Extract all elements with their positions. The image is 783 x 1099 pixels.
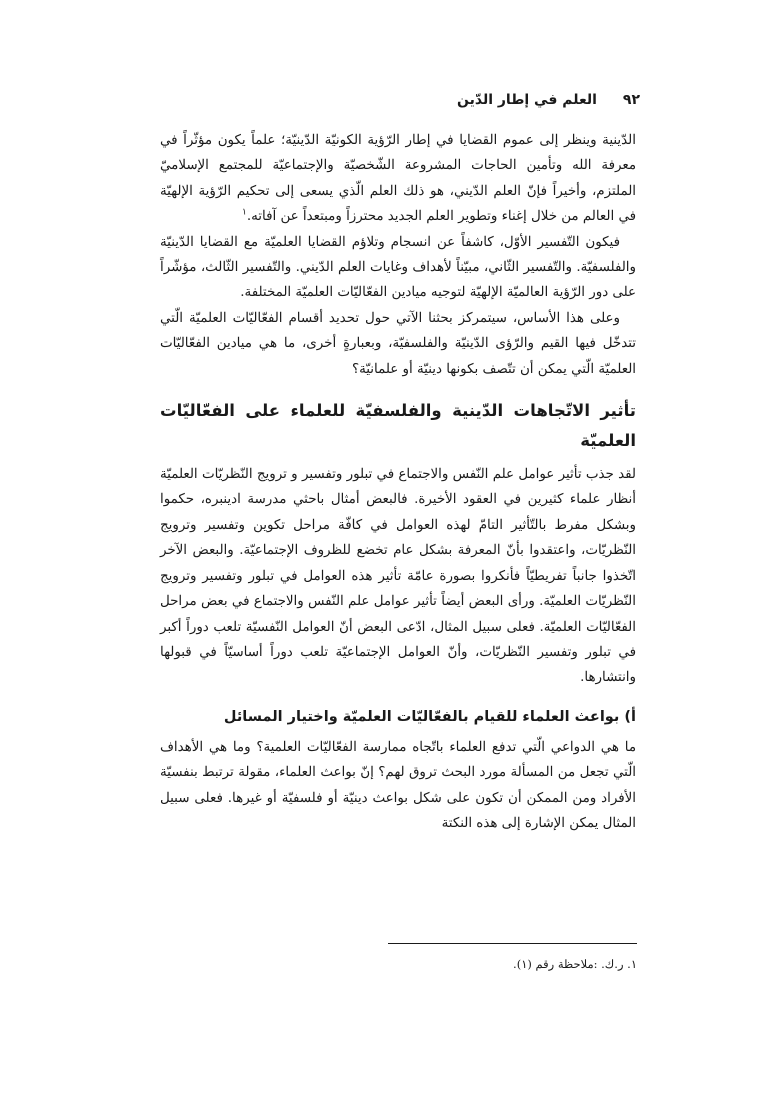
intro-paragraph-1-text: الدّينية وينظر إلى عموم القضايا في إطار الرّؤية الكونيّة الدّينيّة؛ علماً يكون مؤثّراً في معرفة الله وتأمين الحاجات المشروعة الشّخصيّة والإجتماعيّة للمجتمع الإسلاميّ الملتزم، وأخيراً فإنّ العلم الدّيني، هو ذلك العلم الّذي يسعى إلى تحكيم الرّؤية الإلهيّة في العالم من خلال إغناء وتطوير العلم الجديد محترزاً ومبتعداً عن آفاته. [160,133,636,225]
page-number: ٩٢ [622,92,640,108]
footnote: ١. ر.ك. :ملاحظة رقم (١). [513,957,637,971]
footnote-reference[interactable]: ١ [241,207,247,218]
intro-paragraph-3: وعلى هذا الأساس، سيتمركز بحثنا الآتي حول تحديد أقسام الفعّاليّات العلميّة الّتي تتدخّل فيها القيم والرّؤى الدّينيّة والفلسفيّة، وبعبارةٍ أخرى، ما هي ميادين الفعّاليّات العلميّة الّتي يمكن أن تتّصف بكونها دينيّة أو علمانيّة؟ [160,310,636,377]
subsection-heading-motives: أ) بواعث العلماء للقيام بالفعّاليّات العلميّة واختيار المسائل [223,708,636,725]
running-header [120,92,640,122]
running-title: العلم في إطار الدّين [457,92,597,108]
intro-paragraph-1 [160,128,636,230]
subsection-motives-paragraph: ما هي الدواعي الّتي تدفع العلماء باتّجاه ممارسة الفعّاليّات العلمية؟ وما هي الأهداف الّتي تجعل من المسألة مورد البحث تروق لهم؟ إنّ بواعث العلماء، مقولة ترتبط بنفسيّة الأفراد ومن الممكن أن تكون على شكل بواعث دينيّة أو فلسفيّة أو غيرها. فعلى سبيل المثال يمكن الإشارة إلى هذه النكتة [160,739,636,831]
page-body [160,128,636,836]
section-influence-paragraph: لقد جذب تأثير عوامل علم النّفس والاجتماع في تبلور وتفسير و ترويج النّظريّات العلميّة أنظار علماء كثيرين في العقود الأخيرة. فالبعض أمثال باحثي مدرسة ادينبره، حكموا وبشكل مفرط بالتّأثير التامّ لهذه العوامل في كافّة مراحل تكوين وتفسير وترويج النّظريّات، واعتقدوا بأنّ المعرفة بشكل عام تخضع للظروف الإجتماعيّة. والبعض الآخر اتّخذوا جانباً تفريطيّاً فأنكروا بصورة عامّة تأثير هذه العوامل في تبلور وتفسير وترويج النّظريّات العلميّة. ورأى البعض أيضاً تأثير عوامل علم النّفس والاجتماع في بعض مراحل الفعّاليّات العلميّة. فعلى سبيل المثال، ادّعى البعض أنّ العوامل النّفسيّة تلعب دوراً أكبر في تبلور وتفسير النّظريّات، وأنّ العوامل الإجتماعيّة تلعب دوراً أساسيّاً في قبولها وانتشارها. [160,467,636,686]
section-heading-influence: تأثير الاتّجاهات الدّينية والفلسفيّة للعلماء على الفعّاليّات العلميّة [160,401,636,451]
intro-paragraph-2: فيكون التّفسير الأوّل، كاشفاً عن انسجام وتلاؤم القضايا العلميّة مع القضايا الدّينيّة والفلسفيّة. والتّفسير الثّاني، مبيّناً لأهداف وغايات العلم الدّيني. والتّفسير الثّالث، مؤشّراً على دور الرّؤية العالميّة الإلهيّة لتوجيه ميادين الفعّاليّات العلميّة المختلفة. [160,234,636,301]
footnote-divider [388,943,637,944]
